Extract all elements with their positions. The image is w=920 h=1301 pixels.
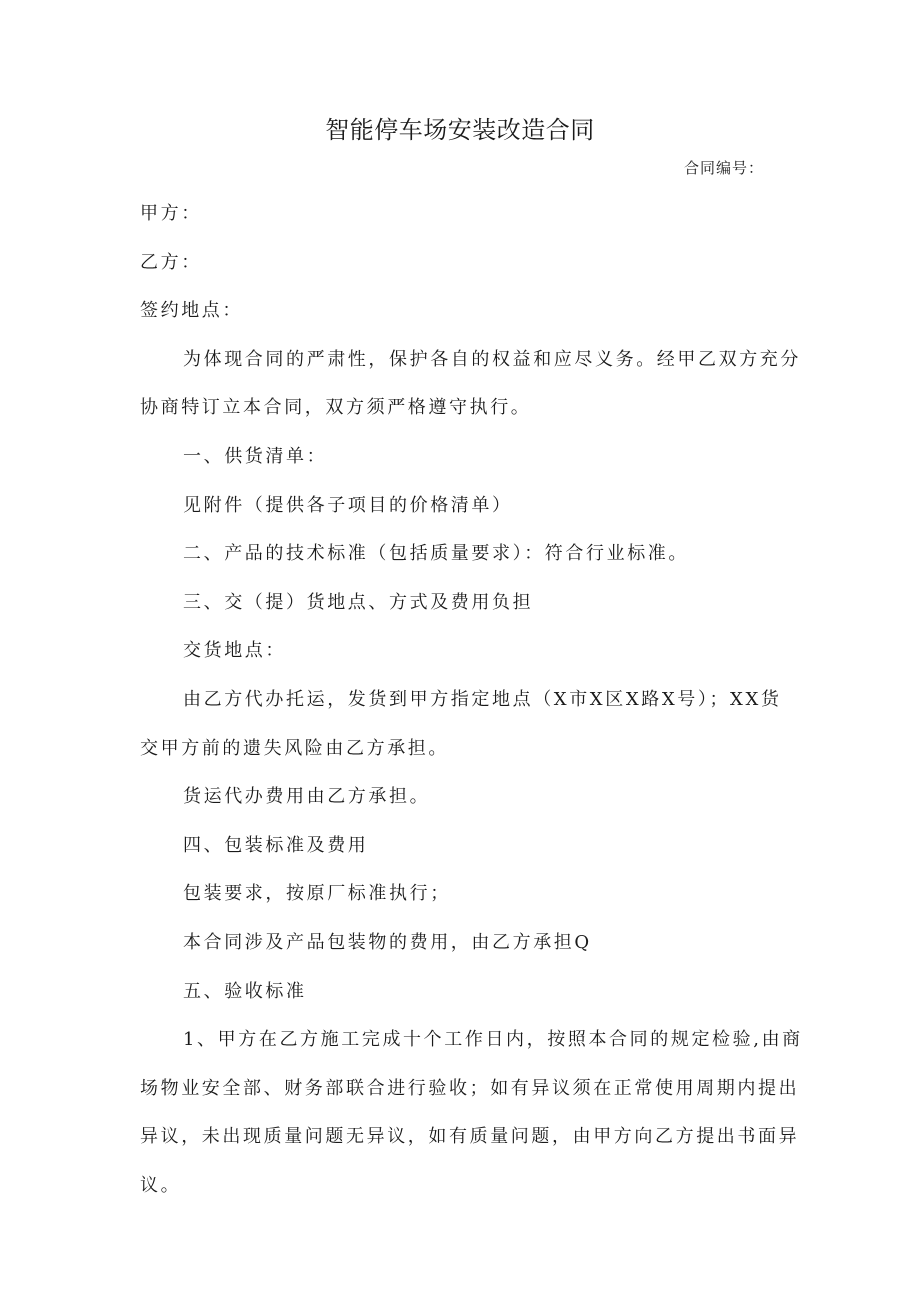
section-1-heading: 一、供货清单： xyxy=(183,445,328,467)
signing-place-line: 签约地点： xyxy=(140,300,243,322)
section-5-item-1-line-2: 场物业安全部、财务部联合进行验收；如有异议须在正常使用周期内提出 xyxy=(140,1077,800,1099)
section-2-heading: 二、产品的技术标准（包括质量要求）：符合行业标准。 xyxy=(183,543,689,565)
contract-body xyxy=(140,190,803,1210)
section-1-text: 见附件（提供各子项目的价格清单） xyxy=(183,494,513,516)
section-3-delivery-line-2: 交甲方前的遗失风险由乙方承担。 xyxy=(140,737,449,759)
section-4-heading: 四、包装标准及费用 xyxy=(183,834,369,856)
section-3-delivery-label: 交货地点： xyxy=(183,640,286,662)
section-3-heading: 三、交（提）货地点、方式及费用负担 xyxy=(183,591,534,613)
section-5-item-1-line-3: 异议，未出现质量问题无异议，如有质量问题，由甲方向乙方提出书面异 xyxy=(140,1126,800,1148)
section-5-item-1-line-4: 议。 xyxy=(140,1174,182,1196)
intro-paragraph-line-2: 协商特订立本合同，双方须严格遵守执行。 xyxy=(140,397,532,419)
section-3-delivery-line-1: 由乙方代办托运，发货到甲方指定地点（X市X区X路X号）；XX货 xyxy=(183,688,782,710)
party-b-line: 乙方： xyxy=(140,251,202,273)
contract-number-label: 合同编号： xyxy=(683,159,764,177)
section-5-heading: 五、验收标准 xyxy=(183,980,307,1002)
section-5-item-1-line-1: 1、甲方在乙方施工完成十个工作日内，按照本合同的规定检验,由商 xyxy=(183,1029,803,1051)
intro-paragraph-line-1: 为体现合同的严肃性，保护各自的权益和应尽义务。经甲乙双方充分 xyxy=(183,348,801,370)
party-a-line: 甲方： xyxy=(140,203,202,224)
document-title: 智能停车场安装改造合同 xyxy=(325,116,595,144)
section-4-text-2: 本合同涉及产品包装物的费用，由乙方承担Q xyxy=(183,931,592,953)
section-4-text-1: 包装要求，按原厂标准执行； xyxy=(183,883,451,905)
section-3-freight: 货运代办费用由乙方承担。 xyxy=(183,786,431,808)
